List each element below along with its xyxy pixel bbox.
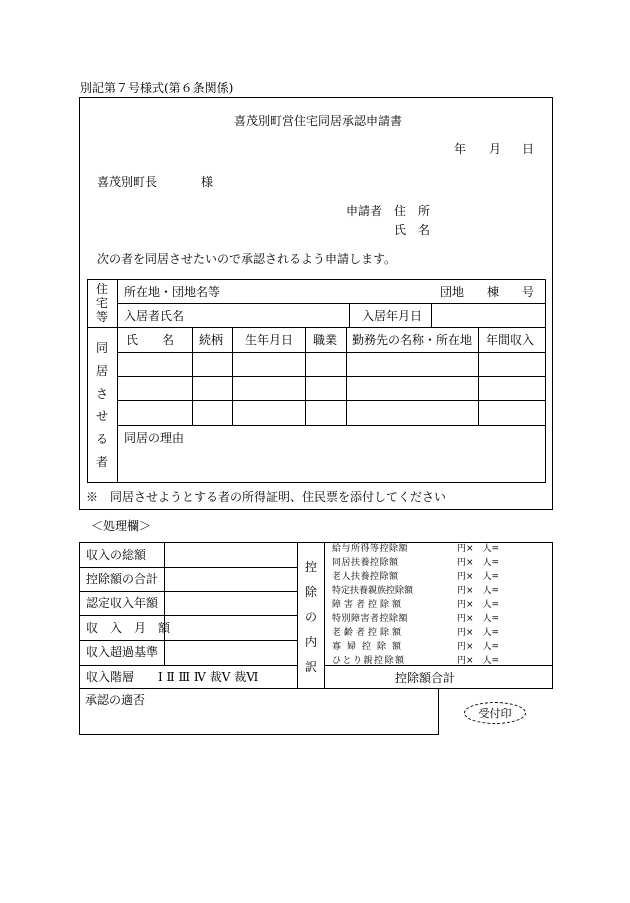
housing-tou-label: 棟 <box>487 285 500 299</box>
date-year: 年 <box>454 142 467 156</box>
move-in-date-label: 入居年月日 <box>362 309 423 323</box>
total-income-label: 収入の総額 <box>86 548 147 562</box>
cohabitation-reason-label: 同居の理由 <box>124 431 185 445</box>
deduction-unit: 円× 人= <box>457 628 500 638</box>
date-day: 日 <box>522 142 535 156</box>
income-tier-label: 収入階層 <box>86 670 135 684</box>
monthly-income-label: 収 入 月 額 <box>86 621 171 635</box>
deduction-unit: 円× 人= <box>457 558 500 568</box>
excess-income-label: 収入超過基準 <box>86 645 159 659</box>
cohabitant-side-label: 同 居 さ せ る 者 <box>95 341 108 469</box>
housing-gou-label: 号 <box>522 285 535 299</box>
deduction-item: 同居扶養控除額 <box>332 558 399 568</box>
request-statement: 次の者を同居させたいので承認されるよう申請します。 <box>97 252 397 266</box>
deduction-unit: 円× 人= <box>457 656 500 666</box>
addressee-honorific: 様 <box>201 175 214 189</box>
deduction-unit: 円× 人= <box>457 600 500 610</box>
deduction-unit: 円× 人= <box>457 544 500 554</box>
housing-side-label: 住 宅 等 <box>95 282 108 324</box>
form-title: 喜茂別町営住宅同居承認申請書 <box>234 114 403 128</box>
attachment-note: ※ 同居させようとする者の所得証明、住民票を添付してください <box>86 490 447 504</box>
deduction-item: 特定扶養親族控除額 <box>332 586 414 596</box>
deduction-item: ひとり親控除額 <box>332 656 406 666</box>
deduction-item: 老齢者控除額 <box>332 628 405 638</box>
applicant-address-label: 住 所 <box>394 204 431 218</box>
applicant-name-label: 氏 名 <box>394 223 431 237</box>
deduction-item: 障害者控除額 <box>332 600 405 610</box>
deduction-unit: 円× 人= <box>457 642 500 652</box>
deduction-item: 老人扶養控除額 <box>332 572 399 582</box>
deduction-total-label: 控除額の合計 <box>86 572 159 586</box>
income-tier-values: Ⅰ Ⅱ Ⅲ Ⅳ 裁Ⅴ 裁Ⅵ <box>158 670 259 684</box>
resident-name-label: 入居者氏名 <box>124 309 185 323</box>
reception-stamp: 受付印 <box>464 702 526 724</box>
approval-label: 承認の適否 <box>85 693 146 707</box>
date-month: 月 <box>489 142 502 156</box>
col-occupation: 職業 <box>313 333 338 347</box>
deduction-side-label: 控 除 の 内 訳 <box>304 560 317 674</box>
col-name: 氏 名 <box>126 333 175 347</box>
deduction-item: 寡婦控除額 <box>332 642 408 652</box>
col-annual-income: 年間収入 <box>486 333 535 347</box>
deduction-unit: 円× 人= <box>457 572 500 582</box>
deduction-sum-label: 控除額合計 <box>395 671 456 685</box>
col-workplace: 勤務先の名称・所在地 <box>352 333 473 347</box>
applicant-label: 申請者 <box>346 204 383 218</box>
col-relation: 続柄 <box>199 333 224 347</box>
certified-income-label: 認定収入年額 <box>86 596 159 610</box>
addressee-name: 喜茂別町長 <box>97 175 158 189</box>
deduction-item: 給与所得等控除額 <box>332 544 409 554</box>
processing-title: ＜処理欄＞ <box>91 519 152 533</box>
col-birthdate: 生年月日 <box>245 333 294 347</box>
deduction-item: 特別障害者控除額 <box>332 614 409 624</box>
deduction-unit: 円× 人= <box>457 614 500 624</box>
housing-danchi-label: 団地 <box>440 285 465 299</box>
deduction-unit: 円× 人= <box>457 586 500 596</box>
form-number: 別記第７号様式(第６条関係) <box>80 81 234 95</box>
housing-location-label: 所在地・団地名等 <box>124 285 221 299</box>
